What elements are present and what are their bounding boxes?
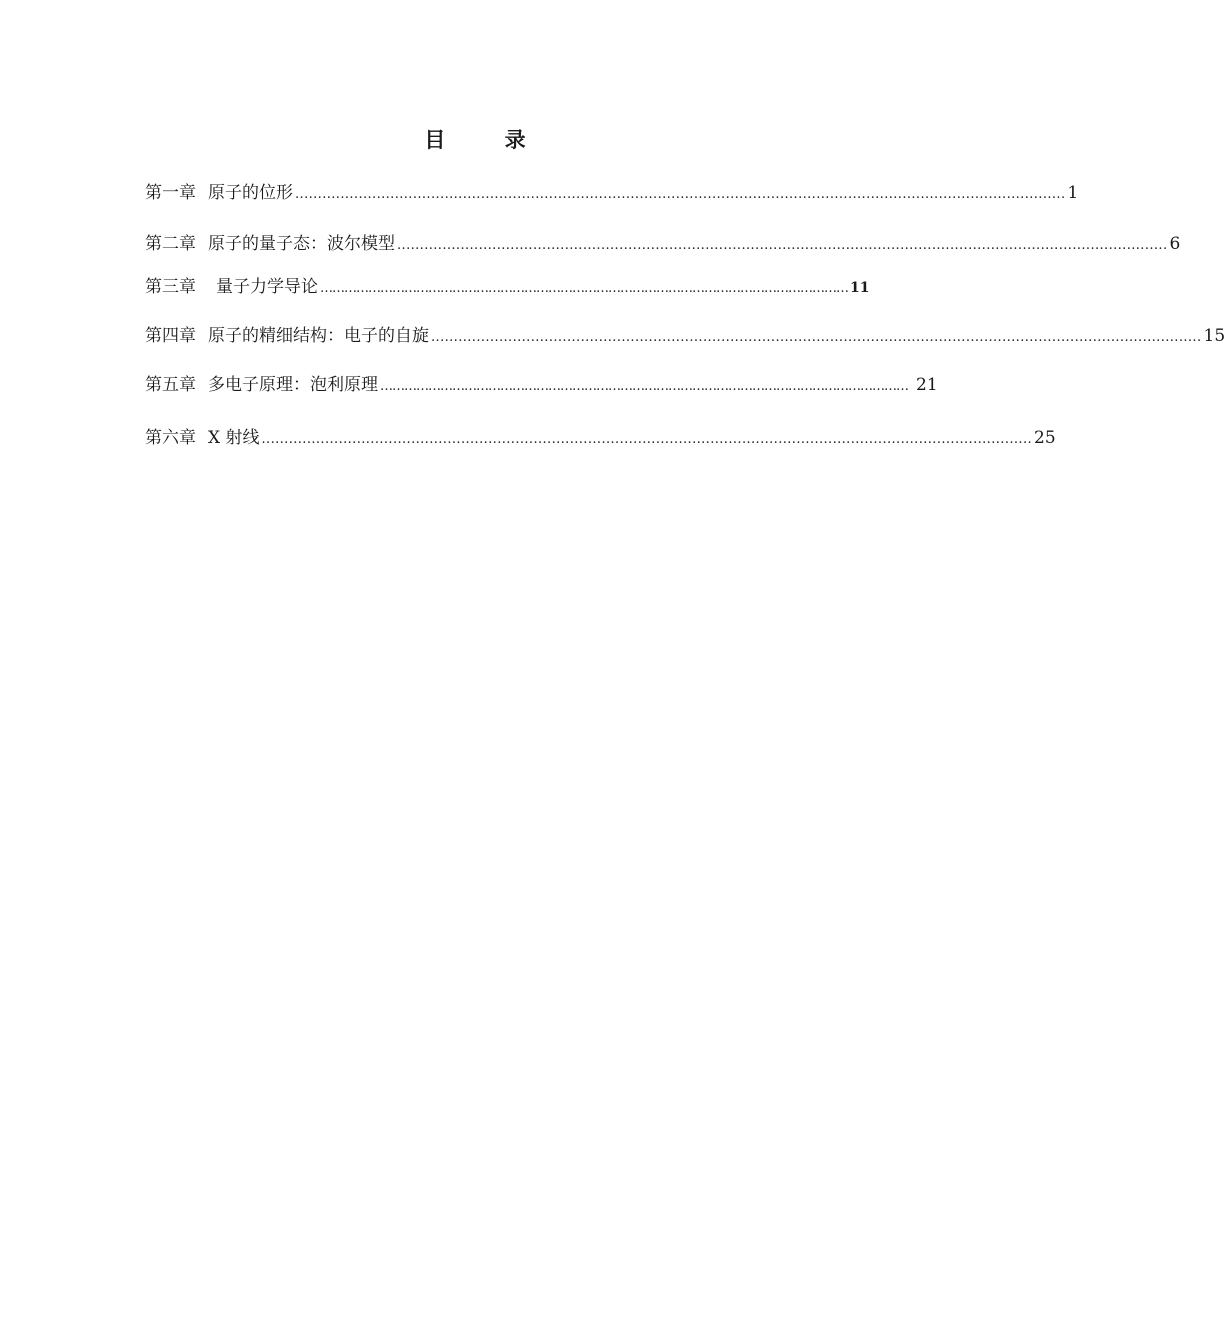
page-number: 1	[1067, 183, 1079, 203]
page-number: 6	[1169, 234, 1181, 254]
toc-entry[interactable]	[145, 178, 1079, 203]
dot-leader: ……………………………………………………………………………………………………………………	[320, 281, 848, 296]
chapter-number: 第三章	[145, 277, 196, 297]
toc-entry[interactable]	[145, 272, 870, 297]
dot-leader: ..........................................................................................................................................................................	[261, 432, 1033, 447]
dot-leader: ……………………………………………………………………………………………………………………	[380, 379, 908, 394]
dot-leader: ..........................................................................................................................................................................	[397, 238, 1168, 253]
toc-entry[interactable]	[145, 423, 1056, 448]
chapter-number: 第五章	[145, 375, 196, 395]
dot-leader: ..........................................................................................................................................................................	[295, 187, 1066, 202]
chapter-title: 多电子原理：泡利原理	[208, 375, 378, 395]
page-number: 11	[850, 280, 870, 296]
chapter-title: 原子的量子态：波尔模型	[208, 234, 395, 254]
chapter-title: 原子的精细结构：电子的自旋	[208, 326, 429, 346]
chapter-title: 原子的位形	[208, 183, 293, 203]
chapter-number: 第四章	[145, 326, 196, 346]
toc-entry[interactable]	[145, 370, 938, 395]
page-number: 25	[1034, 428, 1056, 448]
page-number: 21	[916, 375, 938, 395]
toc-entry[interactable]	[145, 229, 1181, 254]
chapter-number: 第一章	[145, 183, 196, 203]
toc-title: 目 录	[424, 127, 552, 152]
chapter-number: 第二章	[145, 234, 196, 254]
chapter-title: 量子力学导论	[216, 277, 318, 297]
chapter-number: 第六章	[145, 428, 196, 448]
chapter-title: X 射线	[208, 428, 260, 448]
dot-leader: ..........................................................................................................................................................................	[431, 330, 1202, 345]
page-number: 15	[1203, 326, 1225, 346]
toc-entry[interactable]	[145, 321, 1225, 346]
